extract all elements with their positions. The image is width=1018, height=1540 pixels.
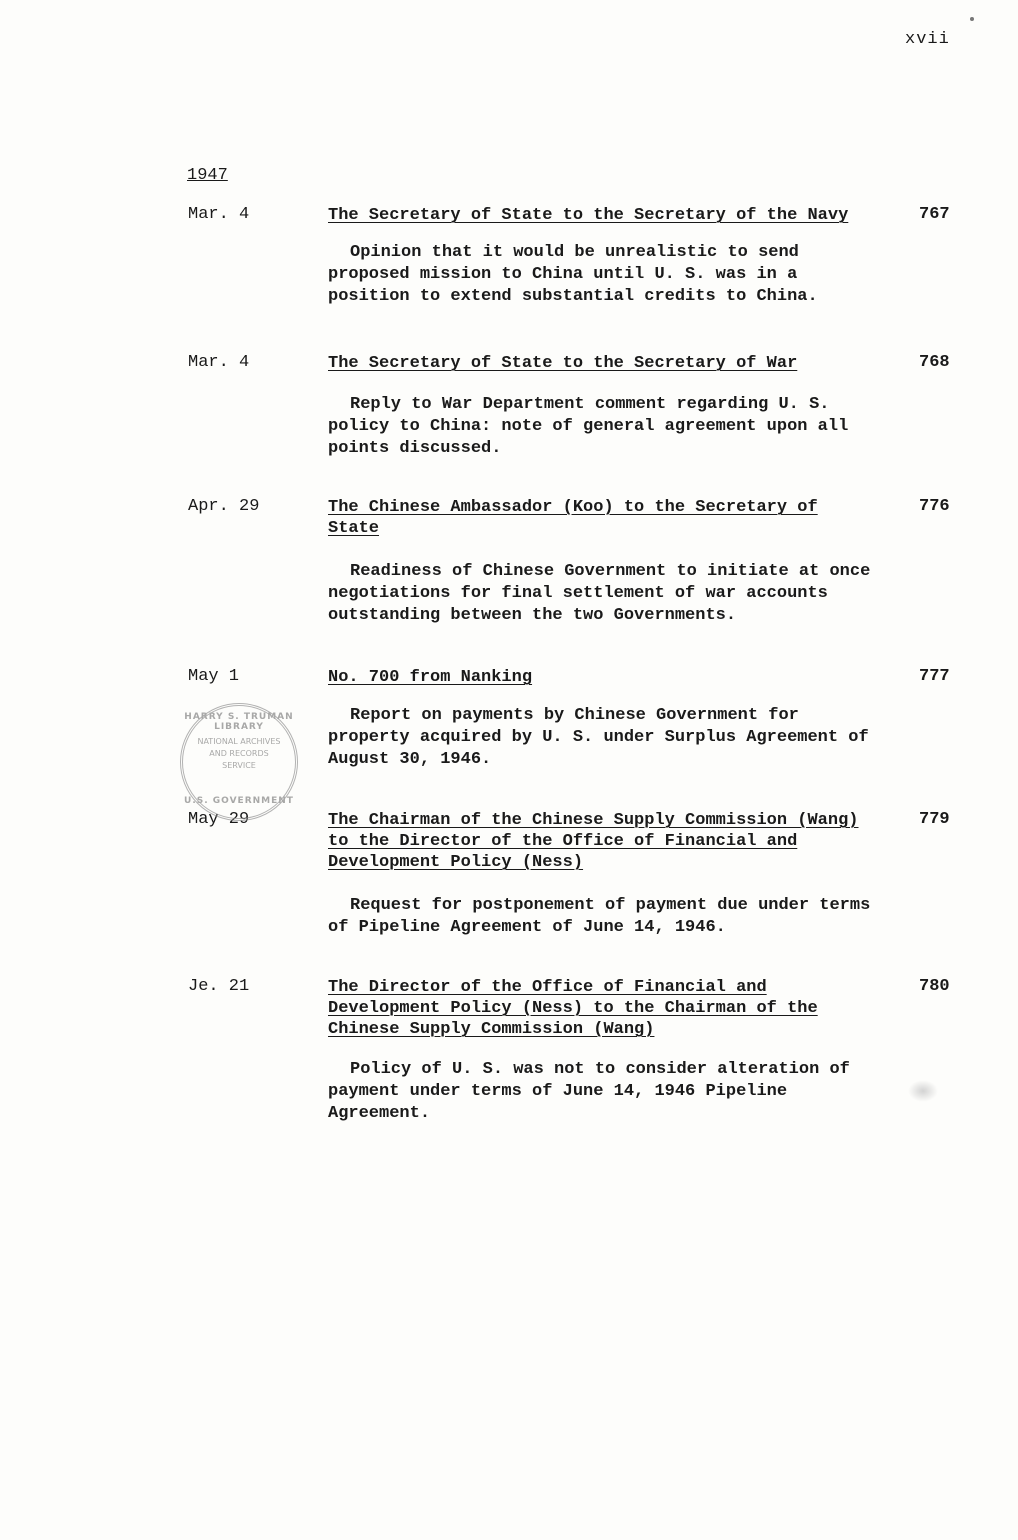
entry-date: May 1 — [188, 667, 240, 686]
entry-date: May 29 — [188, 810, 250, 829]
entry-summary: Request for postponement of payment due under terms of Pipeline Agreement of June 14, 1946. — [328, 896, 871, 937]
stamp-bottom-text: U.S. GOVERNMENT — [184, 796, 294, 806]
ink-dot — [970, 17, 974, 21]
archives-stamp — [180, 703, 298, 821]
entry-summary: Readiness of Chinese Government to initiate at once negotiations for final settlement of war accounts outstanding between the two Governments. — [328, 562, 871, 625]
page-number: xvii — [905, 30, 950, 49]
entry-summary: Opinion that it would be unrealistic to send proposed mission to China until U. S. was in a position to extend substantial credits to China. — [328, 243, 818, 306]
entry-date: Mar. 4 — [188, 205, 250, 224]
entry-summary: Report on payments by Chinese Government for property acquired by U. S. under Surplus Agreement of August 30, 1946. — [328, 706, 869, 769]
year-heading: 1947 — [187, 166, 228, 185]
entry-title: The Secretary of State to the Secretary of the Navy — [328, 206, 849, 225]
entry-page-number: 777 — [919, 667, 950, 686]
entry-page-number: 776 — [919, 497, 950, 516]
entry-page-number: 767 — [919, 205, 950, 224]
entry-summary: Reply to War Department comment regarding U. S. policy to China: note of general agreement upon all points discussed. — [328, 395, 849, 458]
entry-date: Mar. 4 — [188, 353, 250, 372]
entry-page-number: 779 — [919, 810, 950, 829]
entry-title: No. 700 from Nanking — [328, 668, 533, 687]
entry-title: The Director of the Office of Financial and Development Policy (Ness) to the Chairman of the Chinese Supply Commission (Wang) — [328, 978, 818, 1039]
entry-summary: Policy of U. S. was not to consider alteration of payment under terms of June 14, 1946 Pipeline Agreement. — [328, 1060, 850, 1123]
stamp-top-text: HARRY S. TRUMAN LIBRARY — [184, 712, 294, 732]
entry-title: The Chairman of the Chinese Supply Commission (Wang) to the Director of the Office of Financial and Development Policy (Ness) — [328, 811, 859, 872]
entry-title: The Secretary of State to the Secretary of War — [328, 354, 798, 373]
entry-date: Apr. 29 — [188, 497, 260, 516]
entry-page-number: 780 — [919, 977, 950, 996]
entry-page-number: 768 — [919, 353, 950, 372]
entry-date: Je. 21 — [188, 977, 250, 996]
ink-smudge — [908, 1080, 938, 1102]
stamp-center-text: NATIONAL ARCHIVES AND RECORDS SERVICE — [197, 737, 281, 770]
entry-title: The Chinese Ambassador (Koo) to the Secretary of State — [328, 498, 818, 538]
